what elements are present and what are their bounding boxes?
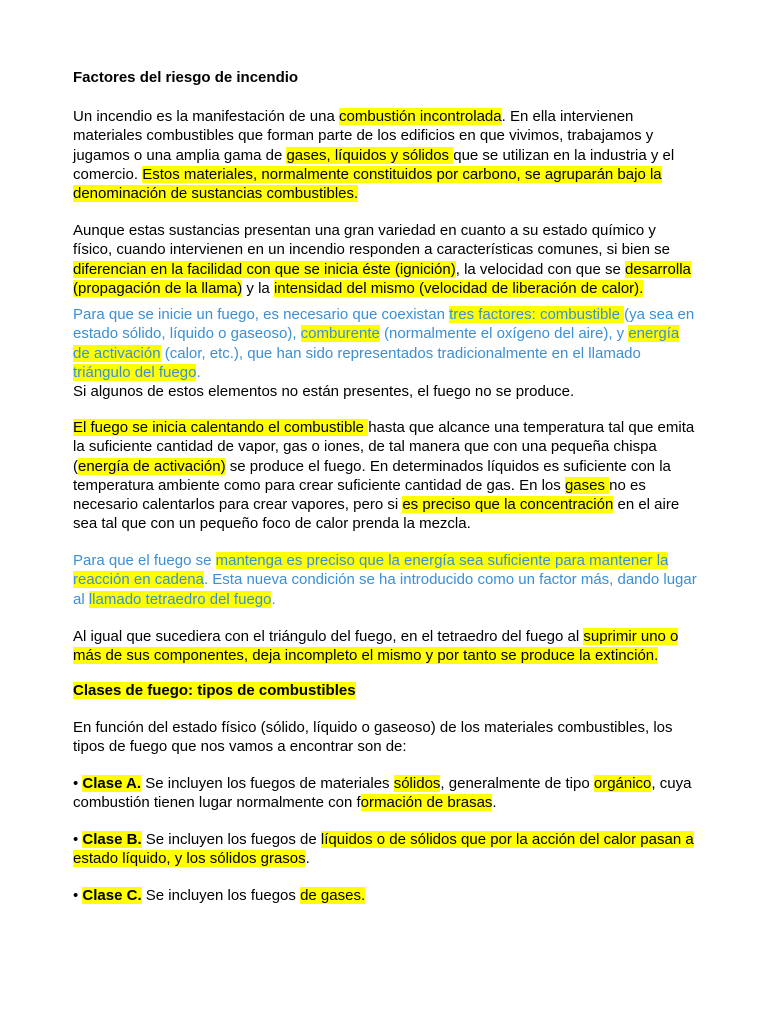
- text-segment: , cuya combustión tienen lugar normalmente con f: [73, 775, 692, 812]
- list-item-class-b: [73, 830, 698, 869]
- paragraph-no-fire: Si algunos de estos elementos no están presentes, el fuego no se produce.: [73, 383, 575, 400]
- text-segment: Al igual que sucediera con el triángulo del fuego, en el tetraedro del fuego al: [73, 628, 584, 645]
- paragraph-extinction: [73, 627, 698, 666]
- list-item-class-a: [73, 774, 698, 813]
- section-heading: [73, 681, 698, 700]
- text-segment: •: [73, 887, 83, 904]
- paragraph-intro: [73, 107, 698, 203]
- text-segment: Se incluyen los fuegos: [141, 887, 301, 904]
- text-segment: Para que el fuego se: [73, 552, 216, 569]
- highlighted-text: gases: [564, 476, 610, 494]
- highlighted-text: llamado tetraedro del fuego: [88, 590, 272, 608]
- text-segment: . En ella intervienen materiales combustibles que forman parte de los edificios en que vivimos, trabajamos y jugamos o una amplia gama de: [73, 108, 654, 164]
- highlighted-text: Clase A.: [82, 775, 142, 792]
- text-segment: (ya sea en estado sólido, líquido o gaseoso),: [73, 306, 695, 343]
- paragraph-fire-tetrahedron: [73, 551, 698, 609]
- text-segment: .: [492, 794, 497, 812]
- text-segment: (normalmente el oxígeno del aire), y: [379, 325, 629, 343]
- highlighted-text: Estos materiales, normalmente constituidos por carbono, se agruparán bajo la denominación de sustancias combustibles.: [73, 165, 662, 203]
- section-heading-text: Clases de fuego: tipos de combustibles: [73, 682, 356, 699]
- text-segment: .: [196, 363, 201, 381]
- highlighted-text: comburente: [300, 325, 380, 343]
- highlighted-text: diferencian en la facilidad con que se inicia éste (ignición): [73, 260, 456, 278]
- text-segment: que se utilizan en la industria y el comercio.: [73, 146, 675, 183]
- paragraph-fire-triangle: [73, 305, 698, 382]
- text-segment: •: [73, 775, 83, 792]
- text-segment: .: [271, 590, 276, 608]
- text-segment: Se incluyen los fuegos de: [141, 831, 321, 848]
- text-segment: Un incendio es la manifestación de una: [73, 108, 340, 125]
- text-segment: •: [73, 831, 83, 848]
- highlighted-text: Clase B.: [82, 831, 142, 848]
- highlighted-text: triángulo del fuego: [73, 363, 197, 381]
- paragraph-fire-types: En función del estado físico (sólido, líquido o gaseoso) de los materiales combustibles, los tipos de fuego que nos vamos a encontrar son de:: [73, 719, 673, 756]
- highlighted-text: es preciso que la concentración: [402, 496, 614, 514]
- text-segment: y la: [242, 279, 274, 297]
- text-segment: en el aire sea tal que con un pequeño foco de calor prenda la mezcla.: [73, 496, 680, 533]
- text-segment: .: [305, 850, 310, 868]
- highlighted-text: de gases.: [300, 887, 366, 904]
- highlighted-text: ormación de brasas: [360, 794, 493, 812]
- highlighted-text: energía de activación: [73, 325, 680, 362]
- text-segment: . Esta nueva condición se ha introducido como un factor más, dando lugar al: [73, 571, 697, 608]
- text-segment: se produce el fuego. En determinados líquidos es suficiente con la temperatura ambiente como para crear suficiente cantidad de gas. En los: [73, 457, 671, 494]
- text-segment: , la velocidad con que se: [455, 260, 626, 278]
- text-segment: hasta que alcance una temperatura tal que emita la suficiente cantidad de vapor, gas o iones, de tal manera que con una pequeña chispa (: [73, 419, 695, 475]
- highlighted-text: sólidos: [393, 775, 441, 792]
- highlighted-text: suprimir uno o más de sus componentes, deja incompleto el mismo y por tanto se produce la extinción.: [73, 628, 679, 665]
- text-segment: Para que se inicie un fuego, es necesario que coexistan: [73, 306, 450, 323]
- highlighted-text: líquidos o de sólidos que por la acción del calor pasan a estado líquido, y los sólidos grasos: [73, 831, 694, 868]
- highlighted-text: desarrolla (propagación de la llama): [73, 260, 691, 297]
- highlighted-text: combustión incontrolada: [339, 108, 502, 125]
- highlighted-text: El fuego se inicia calentando el combustible: [73, 419, 369, 436]
- text-segment: , generalmente de tipo: [440, 775, 594, 792]
- paragraph-ignition: [73, 418, 698, 534]
- highlighted-text: energía de activación): [78, 457, 226, 475]
- highlighted-text: tres factores: combustible: [449, 306, 625, 323]
- highlighted-text: mantenga es preciso que la energía sea suficiente para mantener la reacción en cadena: [73, 552, 669, 589]
- paragraph-characteristics: [73, 221, 698, 298]
- highlighted-text: orgánico: [593, 775, 652, 792]
- text-segment: Se incluyen los fuegos de materiales: [141, 775, 394, 792]
- page-title: Factores del riesgo de incendio: [73, 69, 299, 86]
- highlighted-text: gases, líquidos y sólidos: [286, 146, 454, 164]
- highlighted-text: intensidad del mismo (velocidad de liberación de calor).: [273, 279, 644, 297]
- highlighted-text: Clase C.: [82, 887, 142, 904]
- text-segment: (calor, etc.), que han sido representados tradicionalmente en el llamado: [160, 344, 641, 362]
- list-item-class-c: [73, 886, 698, 905]
- text-segment: no es necesario calentarlos para crear vapores, pero si: [73, 476, 646, 514]
- text-segment: Aunque estas sustancias presentan una gran variedad en cuanto a su estado químico y físico, cuando intervienen en un incendio responden a características comunes, si bien se: [73, 222, 671, 259]
